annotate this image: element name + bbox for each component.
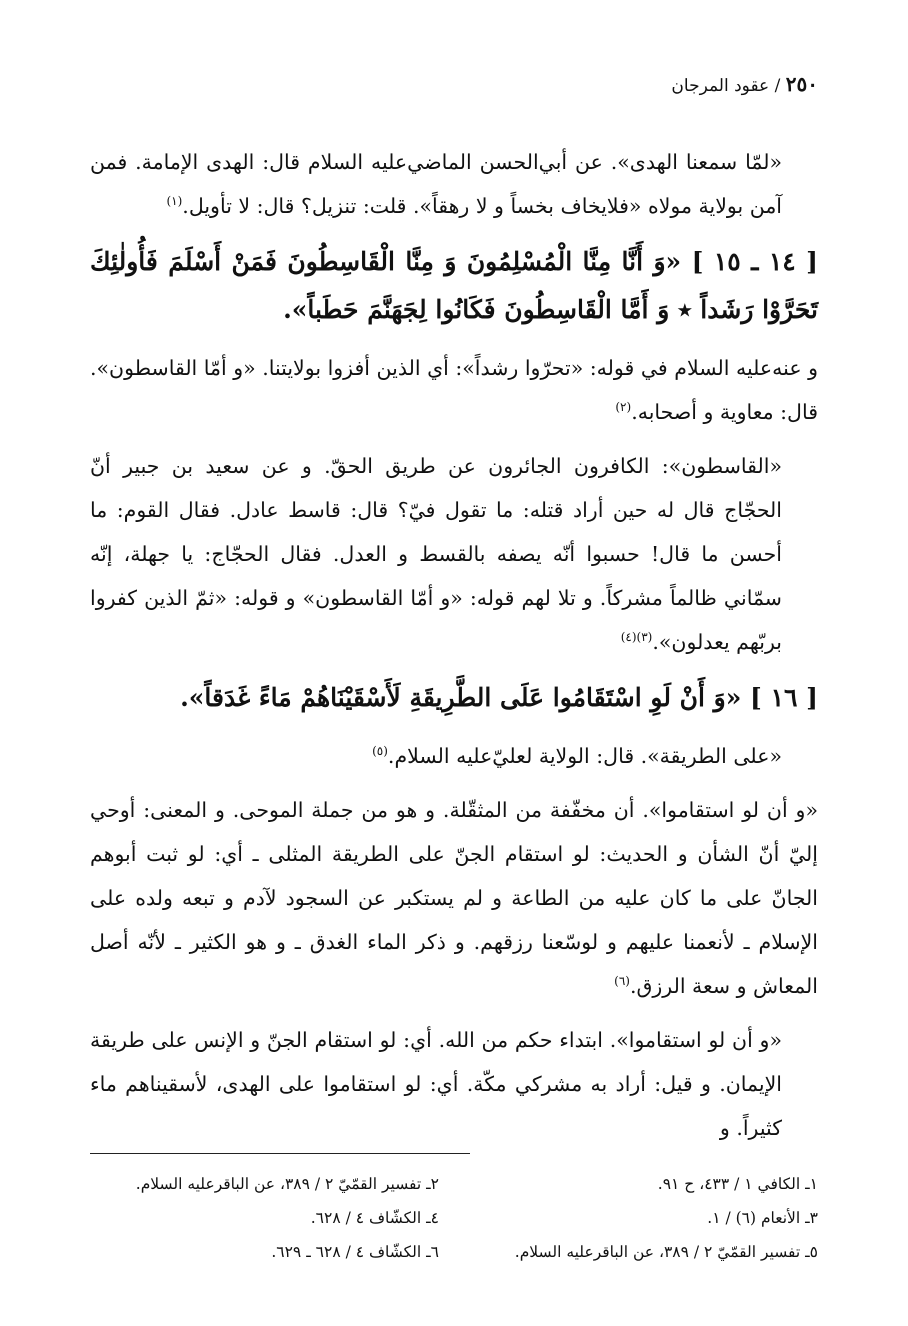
paragraph-text: «و أن لو استقاموا». ابتداء حكم من الله. أي: لو استقام الجنّ و الإنس على طريقة الإيمان. و قيل: أراد به مشركي مكّة. أي: لو استقاموا على الهدى، لأسقيناهم ماء كثيراً. و [90, 1028, 782, 1140]
running-header [90, 72, 818, 96]
footnotes [90, 1172, 818, 1264]
page-number: ٢٥٠ [785, 72, 818, 96]
footnote: ٥ـ تفسير القمّيّ ٢ / ٣٨٩، عن الباقرعليه السلام. [514, 1243, 818, 1261]
footnote: ٦ـ الكشّاف ٤ / ٦٢٨ ـ ٦٢٩. [271, 1243, 439, 1261]
footnote: ٢ـ تفسير القمّيّ ٢ / ٣٨٩، عن الباقرعليه السلام. [135, 1175, 439, 1193]
footnote-divider [90, 1153, 470, 1154]
main-text [90, 140, 818, 1160]
footnote-ref: (٣)(٤) [620, 630, 653, 645]
book-title: عقود المرجان [671, 76, 770, 96]
footnote: ٣ـ الأنعام (٦) / ١. [707, 1209, 818, 1227]
footnote: ٤ـ الكشّاف ٤ / ٦٢٨. [310, 1209, 439, 1227]
paragraph-text: «القاسطون»: الكافرون الجائرون عن طريق الحقّ. و عن سعيد بن جبير أنّ الحجّاج قال له حين أراد قتله: ما تقول فيّ؟ قال: قاسط عادل. فقال القوم: ما أحسن ما قال! حسبوا أنّه يصفه بالقسط و العدل. فقال الحجّاج: يا جهلة، إنّه سمّاني ظالماً مشركاً. و تلا لهم قوله: «و أمّا القاسطون» و قوله: «ثمّ الذين كفروا بربّهم يعدلون». [90, 454, 782, 654]
paragraph [90, 788, 818, 1008]
header-separator: / [774, 76, 781, 96]
footnote-ref: (٦) [614, 974, 630, 989]
quran-verse: [ ١٤ ـ ١٥ ] «وَ أَنَّا مِنَّا الْمُسْلِمُونَ وَ مِنَّا الْقَاسِطُونَ فَمَنْ أَسْلَمَ فَأُولٰئِكَ تَحَرَّوْا رَشَداً ٭ وَ أَمَّا الْقَاسِطُونَ فَكَانُوا لِجَهَنَّمَ حَطَباً». [90, 247, 818, 324]
paragraph-text: «و أن لو استقاموا». أن مخفّفة من المثقّلة. و هو من جملة الموحى. و المعنى: أوحي إليّ أنّ الشأن و الحديث: لو استقام الجنّ على الطريقة المثلى ـ أي: لو ثبت أبوهم الجانّ على ما كان عليه من الطاعة و لم يستكبر عن السجود لآدم و تبعه ولده على الإسلام ـ لأنعمنا عليهم و لوسّعنا رزقهم. و ذكر الماء الغدق ـ و هو الكثير ـ لأنّه أصل المعاش و سعة الرزق. [90, 798, 818, 998]
paragraph [90, 444, 818, 664]
footnote-ref: (٥) [372, 744, 388, 759]
quran-verse: [ ١٦ ] «وَ أَنْ لَوِ اسْتَقَامُوا عَلَى الطَّرِيقَةِ لَأَسْقَيْنَاهُمْ مَاءً غَدَقاً». [180, 683, 818, 712]
paragraph [90, 346, 818, 434]
paragraph [90, 734, 818, 778]
book-page [90, 0, 818, 1326]
paragraph [90, 1018, 818, 1150]
footnote-ref: (٢) [615, 400, 632, 415]
paragraph-text: و عنه‌عليه السلام في قوله: «تحرّوا رشداً»: أي الذين أفزوا بولايتنا. «و أمّا القاسطون». قال: معاوية و أصحابه. [90, 356, 818, 424]
paragraph-text: «لمّا سمعنا الهدى». عن أبي‌الحسن الماضي‌عليه السلام قال: الهدى الإمامة. فمن آمن بولاية مولاه «فلايخاف بخساً و لا رهقاً». قلت: تنزيل؟ قال: لا تأويل. [90, 150, 782, 218]
paragraph-text: «على الطريقة». قال: الولاية لعليّ‌عليه السلام. [387, 744, 782, 768]
footnote: ١ـ الكافي ١ / ٤٣٣، ح ٩١. [657, 1175, 818, 1193]
paragraph [90, 140, 818, 228]
footnote-ref: (١) [166, 194, 183, 209]
